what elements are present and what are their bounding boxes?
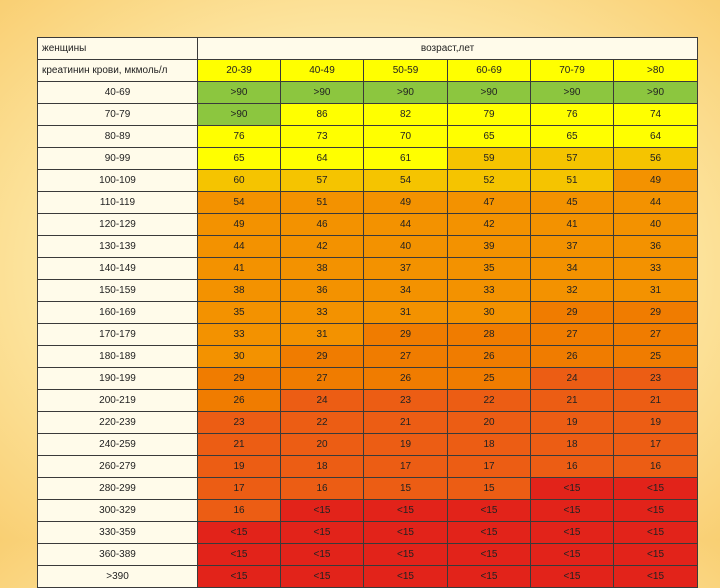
age-group-header: 50-59 (364, 60, 448, 82)
creatinine-range: 170-179 (38, 324, 198, 346)
gfr-cell: 19 (531, 412, 614, 434)
gfr-cell: 29 (614, 302, 698, 324)
gfr-cell: 57 (281, 170, 364, 192)
gfr-cell: 23 (198, 412, 281, 434)
gfr-cell: 70 (364, 126, 448, 148)
gfr-cell: <15 (531, 566, 614, 588)
gfr-cell: 57 (531, 148, 614, 170)
gfr-cell: 16 (614, 456, 698, 478)
gfr-cell: 47 (448, 192, 531, 214)
gfr-cell: 33 (614, 258, 698, 280)
gfr-cell: 23 (614, 368, 698, 390)
table-row (38, 544, 698, 566)
gfr-cell: >90 (531, 82, 614, 104)
gfr-cell: 49 (198, 214, 281, 236)
gfr-cell: 17 (448, 456, 531, 478)
gfr-cell: <15 (198, 544, 281, 566)
gfr-cell: 23 (364, 390, 448, 412)
gfr-cell: 35 (448, 258, 531, 280)
gfr-cell: <15 (531, 478, 614, 500)
age-group-header: >80 (614, 60, 698, 82)
table-row (38, 456, 698, 478)
table-row (38, 170, 698, 192)
table-row (38, 236, 698, 258)
gfr-cell: 65 (448, 126, 531, 148)
creatinine-label: креатинин крови, мкмоль/л (38, 60, 198, 82)
gfr-cell: <15 (531, 544, 614, 566)
gfr-cell: 15 (364, 478, 448, 500)
gfr-cell: 34 (531, 258, 614, 280)
gfr-cell: 65 (198, 148, 281, 170)
gfr-cell: 18 (531, 434, 614, 456)
gfr-cell: 40 (614, 214, 698, 236)
gfr-cell: 31 (614, 280, 698, 302)
gfr-cell: 34 (364, 280, 448, 302)
gfr-cell: 29 (281, 346, 364, 368)
header-row-ages (38, 60, 698, 82)
table-row (38, 126, 698, 148)
gfr-cell: 64 (281, 148, 364, 170)
table-row (38, 566, 698, 588)
table-row (38, 258, 698, 280)
creatinine-range: 100-109 (38, 170, 198, 192)
gfr-cell: 27 (614, 324, 698, 346)
age-header: возраст,лет (198, 38, 698, 60)
creatinine-range: 180-189 (38, 346, 198, 368)
creatinine-range: 200-219 (38, 390, 198, 412)
gfr-cell: 39 (448, 236, 531, 258)
creatinine-range: 110-119 (38, 192, 198, 214)
gfr-cell: <15 (614, 544, 698, 566)
gfr-cell: 52 (448, 170, 531, 192)
gfr-cell: 16 (281, 478, 364, 500)
gfr-cell: 44 (198, 236, 281, 258)
table-row (38, 368, 698, 390)
gfr-cell: 60 (198, 170, 281, 192)
gfr-cell: 17 (198, 478, 281, 500)
gfr-cell: 31 (281, 324, 364, 346)
gfr-cell: 28 (448, 324, 531, 346)
gfr-cell: 33 (448, 280, 531, 302)
gfr-cell: 46 (281, 214, 364, 236)
gfr-cell: >90 (198, 104, 281, 126)
gfr-cell: <15 (614, 522, 698, 544)
gfr-table (37, 37, 698, 588)
gfr-cell: 38 (198, 280, 281, 302)
creatinine-range: 140-149 (38, 258, 198, 280)
gfr-cell: <15 (531, 500, 614, 522)
gfr-cell: 40 (364, 236, 448, 258)
gfr-cell: 16 (198, 500, 281, 522)
sex-label: женщины (38, 38, 198, 60)
table-row (38, 302, 698, 324)
gfr-cell: 21 (198, 434, 281, 456)
gfr-cell: <15 (281, 566, 364, 588)
gfr-cell: 30 (198, 346, 281, 368)
gfr-cell: 35 (198, 302, 281, 324)
gfr-cell: 76 (198, 126, 281, 148)
gfr-cell: 20 (281, 434, 364, 456)
gfr-cell: 74 (614, 104, 698, 126)
table-row (38, 104, 698, 126)
creatinine-range: 80-89 (38, 126, 198, 148)
gfr-cell: <15 (531, 522, 614, 544)
gfr-cell: <15 (281, 522, 364, 544)
gfr-cell: 29 (364, 324, 448, 346)
table-row (38, 390, 698, 412)
gfr-cell: <15 (364, 522, 448, 544)
gfr-cell: <15 (614, 478, 698, 500)
gfr-cell: 38 (281, 258, 364, 280)
creatinine-range: 160-169 (38, 302, 198, 324)
gfr-cell: 26 (448, 346, 531, 368)
gfr-cell: 21 (614, 390, 698, 412)
gfr-cell: <15 (448, 544, 531, 566)
gfr-cell: 65 (531, 126, 614, 148)
header-row-top (38, 38, 698, 60)
gfr-cell: 49 (364, 192, 448, 214)
gfr-cell: 17 (614, 434, 698, 456)
table-row (38, 434, 698, 456)
gfr-cell: <15 (198, 522, 281, 544)
creatinine-range: >390 (38, 566, 198, 588)
gfr-cell: 25 (448, 368, 531, 390)
gfr-cell: 37 (364, 258, 448, 280)
gfr-cell: 27 (364, 346, 448, 368)
gfr-cell: 42 (448, 214, 531, 236)
gfr-cell: 17 (364, 456, 448, 478)
creatinine-range: 300-329 (38, 500, 198, 522)
gfr-cell: 45 (531, 192, 614, 214)
gfr-cell: <15 (614, 500, 698, 522)
gfr-cell: 25 (614, 346, 698, 368)
creatinine-range: 360-389 (38, 544, 198, 566)
gfr-cell: 49 (614, 170, 698, 192)
table-row (38, 192, 698, 214)
gfr-cell: 54 (364, 170, 448, 192)
table-row (38, 412, 698, 434)
gfr-cell: 41 (531, 214, 614, 236)
gfr-cell: 22 (448, 390, 531, 412)
gfr-cell: 15 (448, 478, 531, 500)
creatinine-range: 280-299 (38, 478, 198, 500)
gfr-cell: 76 (531, 104, 614, 126)
creatinine-range: 150-159 (38, 280, 198, 302)
gfr-cell: 51 (531, 170, 614, 192)
gfr-cell: 19 (364, 434, 448, 456)
gfr-cell: 19 (198, 456, 281, 478)
gfr-cell: 24 (531, 368, 614, 390)
creatinine-range: 330-359 (38, 522, 198, 544)
gfr-cell: >90 (448, 82, 531, 104)
gfr-cell: <15 (448, 500, 531, 522)
gfr-cell: 82 (364, 104, 448, 126)
creatinine-range: 260-279 (38, 456, 198, 478)
creatinine-range: 220-239 (38, 412, 198, 434)
age-group-header: 70-79 (531, 60, 614, 82)
creatinine-range: 240-259 (38, 434, 198, 456)
gfr-cell: 37 (531, 236, 614, 258)
gfr-cell: <15 (448, 522, 531, 544)
creatinine-range: 70-79 (38, 104, 198, 126)
table-row (38, 280, 698, 302)
table-row (38, 324, 698, 346)
age-group-header: 20-39 (198, 60, 281, 82)
table-row (38, 82, 698, 104)
gfr-cell: <15 (198, 566, 281, 588)
gfr-cell: 30 (448, 302, 531, 324)
table-body (38, 38, 698, 588)
creatinine-range: 130-139 (38, 236, 198, 258)
gfr-cell: 36 (614, 236, 698, 258)
gfr-cell: 42 (281, 236, 364, 258)
gfr-cell: 33 (281, 302, 364, 324)
gfr-cell: >90 (364, 82, 448, 104)
age-group-header: 60-69 (448, 60, 531, 82)
gfr-cell: 64 (614, 126, 698, 148)
table-row (38, 522, 698, 544)
gfr-cell: <15 (364, 500, 448, 522)
creatinine-range: 40-69 (38, 82, 198, 104)
gfr-cell: 31 (364, 302, 448, 324)
creatinine-range: 190-199 (38, 368, 198, 390)
table-row (38, 478, 698, 500)
gfr-cell: 26 (364, 368, 448, 390)
table-row (38, 500, 698, 522)
gfr-cell: 73 (281, 126, 364, 148)
gfr-cell: 18 (448, 434, 531, 456)
gfr-cell: 20 (448, 412, 531, 434)
gfr-cell: 59 (448, 148, 531, 170)
gfr-cell: 36 (281, 280, 364, 302)
gfr-cell: 86 (281, 104, 364, 126)
gfr-cell: 33 (198, 324, 281, 346)
gfr-cell: 56 (614, 148, 698, 170)
gfr-cell: 41 (198, 258, 281, 280)
age-group-header: 40-49 (281, 60, 364, 82)
gfr-cell: <15 (614, 566, 698, 588)
gfr-cell: 44 (364, 214, 448, 236)
gfr-cell: 61 (364, 148, 448, 170)
table-row (38, 346, 698, 368)
gfr-cell: <15 (364, 566, 448, 588)
gfr-cell: 18 (281, 456, 364, 478)
gfr-cell: >90 (614, 82, 698, 104)
creatinine-range: 90-99 (38, 148, 198, 170)
gfr-cell: 51 (281, 192, 364, 214)
gfr-cell: 19 (614, 412, 698, 434)
gfr-cell: 44 (614, 192, 698, 214)
gfr-cell: <15 (281, 544, 364, 566)
gfr-cell: 21 (531, 390, 614, 412)
gfr-cell: 22 (281, 412, 364, 434)
gfr-cell: 27 (531, 324, 614, 346)
gfr-cell: 54 (198, 192, 281, 214)
gfr-cell: 29 (531, 302, 614, 324)
gfr-cell: <15 (364, 544, 448, 566)
gfr-cell: 24 (281, 390, 364, 412)
gfr-cell: <15 (448, 566, 531, 588)
gfr-cell: 26 (531, 346, 614, 368)
creatinine-range: 120-129 (38, 214, 198, 236)
gfr-cell: 26 (198, 390, 281, 412)
table-row (38, 148, 698, 170)
gfr-cell: >90 (281, 82, 364, 104)
gfr-cell: 21 (364, 412, 448, 434)
table-row (38, 214, 698, 236)
gfr-cell: 27 (281, 368, 364, 390)
gfr-cell: <15 (281, 500, 364, 522)
gfr-cell: 29 (198, 368, 281, 390)
gfr-cell: 16 (531, 456, 614, 478)
gfr-cell: 79 (448, 104, 531, 126)
gfr-cell: >90 (198, 82, 281, 104)
gfr-cell: 32 (531, 280, 614, 302)
